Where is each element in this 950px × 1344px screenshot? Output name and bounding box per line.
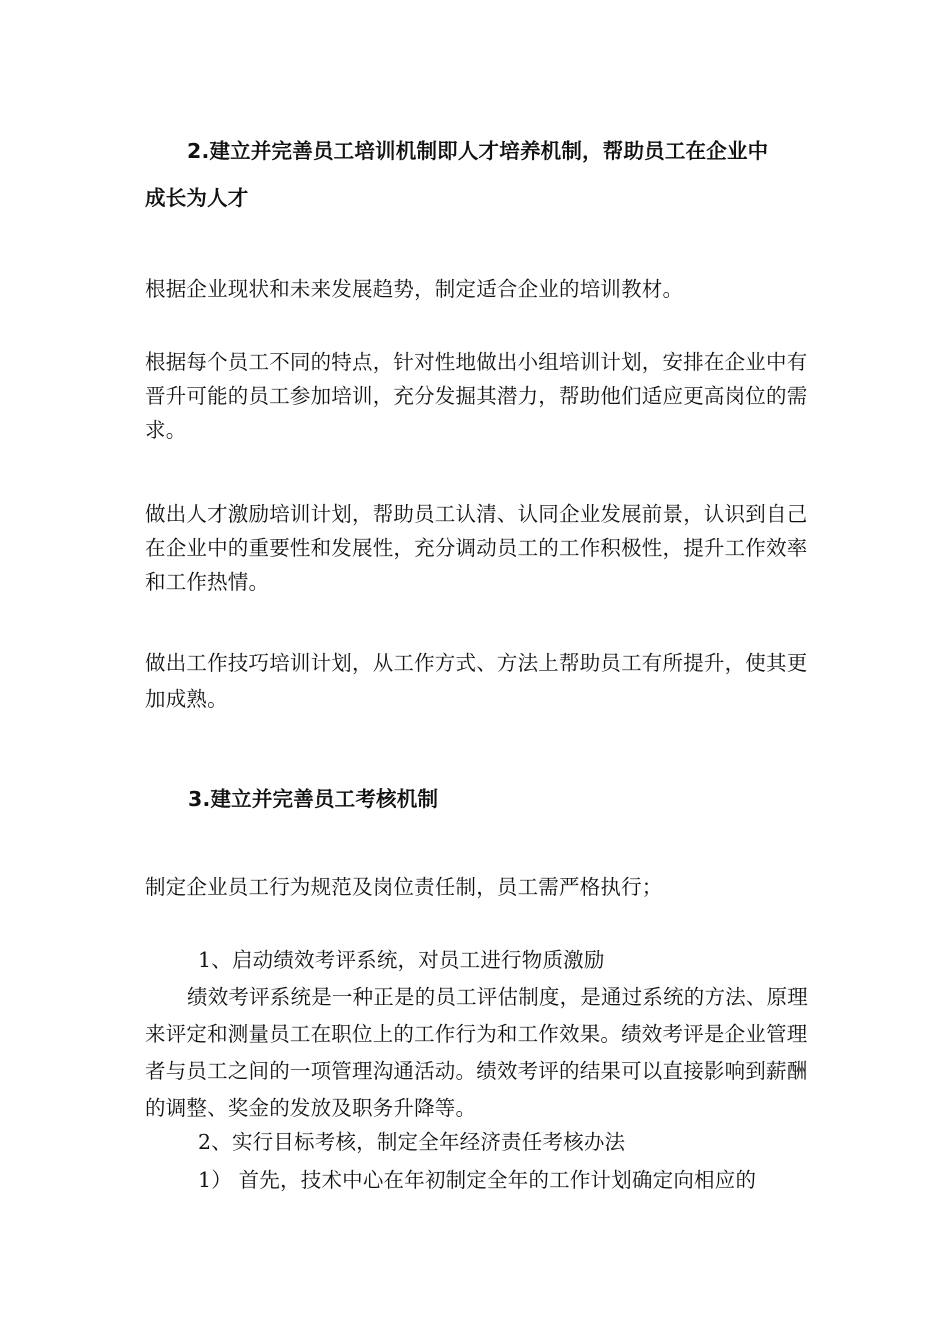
paragraph-skills-training: 做出工作技巧培训计划，从工作方式、方法上帮助员工有所提升，使其更加成熟。	[145, 651, 808, 711]
section-2-heading-line-1: 2.建立并完善员工培训机制即人才培养机制，帮助员工在企业中	[187, 139, 769, 163]
paragraph-training-materials: 根据企业现状和未来发展趋势，制定适合企业的培训教材。	[145, 277, 684, 301]
paragraph-talent-incentive: 做出人才激励培训计划，帮助员工认清、认同企业发展前景，认识到自己在企业中的重要性和发展性，充分调动员工的工作积极性，提升工作效率和工作热情。	[145, 502, 808, 594]
list-item-1-body: 绩效考评系统是一种正是的员工评估制度，是通过系统的方法、原理来评定和测量员工在职位上的工作行为和工作效果。绩效考评是企业管理者与员工之间的一项管理沟通活动。绩效考评的结果可以直接影响到薪酬的调整、奖金的发放及职务升降等。	[145, 985, 808, 1120]
paragraph-conduct-rules: 制定企业员工行为规范及岗位责任制，员工需严格执行；	[145, 875, 663, 899]
paragraph-group-training: 根据每个员工不同的特点，针对性地做出小组培训计划，安排在企业中有晋升可能的员工参加培训，充分发掘其潜力，帮助他们适应更高岗位的需求。	[145, 350, 808, 442]
list-item-2-title: 2、实行目标考核，制定全年经济责任考核办法	[198, 1130, 626, 1154]
section-3-heading: 3.建立并完善员工考核机制	[188, 787, 439, 811]
list-item-1-title: 1、启动绩效考评系统，对员工进行物质激励	[198, 948, 605, 972]
section-2-heading-line-2: 成长为人才	[145, 186, 249, 210]
list-item-2-sub-1: 1） 首先，技术中心在年初制定全年的工作计划确定向相应的	[198, 1168, 757, 1192]
